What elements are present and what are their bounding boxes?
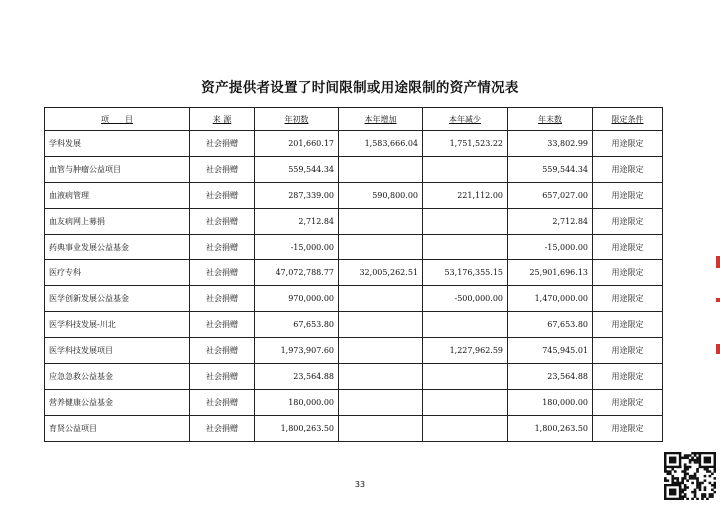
cell-increase	[339, 389, 423, 415]
cell-closing: 745,945.01	[508, 338, 593, 364]
cell-decrease	[423, 364, 508, 390]
cell-opening: 1,973,907.60	[255, 338, 339, 364]
cell-condition: 用途限定	[593, 364, 663, 390]
cell-closing: 180,000.00	[508, 389, 593, 415]
cell-source: 社会捐赠	[190, 131, 255, 157]
cell-condition: 用途限定	[593, 389, 663, 415]
cell-closing: -15,000.00	[508, 234, 593, 260]
cell-decrease	[423, 389, 508, 415]
table-row	[45, 389, 663, 415]
cell-closing: 2,712.84	[508, 208, 593, 234]
cell-item: 血友病网上募捐	[45, 208, 190, 234]
cell-decrease: 53,176,355.15	[423, 260, 508, 286]
cell-source: 社会捐赠	[190, 286, 255, 312]
cell-item: 学科发展	[45, 131, 190, 157]
cell-opening: 970,000.00	[255, 286, 339, 312]
cell-condition: 用途限定	[593, 131, 663, 157]
cell-source: 社会捐赠	[190, 389, 255, 415]
cell-opening: 559,544.34	[255, 156, 339, 182]
cell-closing: 657,027.00	[508, 182, 593, 208]
table-row	[45, 131, 663, 157]
header-increase: 本年增加	[339, 108, 423, 131]
header-decrease: 本年减少	[423, 108, 508, 131]
cell-closing: 1,470,000.00	[508, 286, 593, 312]
cell-source: 社会捐赠	[190, 260, 255, 286]
cell-source: 社会捐赠	[190, 156, 255, 182]
restricted-assets-table	[44, 107, 663, 442]
cell-source: 社会捐赠	[190, 234, 255, 260]
table-body	[45, 131, 663, 442]
cell-decrease	[423, 234, 508, 260]
cell-decrease: 1,751,523.22	[423, 131, 508, 157]
cell-increase	[339, 338, 423, 364]
cell-increase	[339, 156, 423, 182]
cell-condition: 用途限定	[593, 208, 663, 234]
table-row	[45, 156, 663, 182]
table-row	[45, 234, 663, 260]
cell-decrease: 221,112.00	[423, 182, 508, 208]
cell-decrease	[423, 312, 508, 338]
qr-code-icon	[664, 452, 716, 500]
cell-item: 血液病管理	[45, 182, 190, 208]
header-condition: 限定条件	[593, 108, 663, 131]
cell-increase	[339, 234, 423, 260]
cell-item: 血管与肿瘤公益项目	[45, 156, 190, 182]
table-row	[45, 260, 663, 286]
cell-source: 社会捐赠	[190, 182, 255, 208]
cell-increase	[339, 415, 423, 441]
cell-closing: 1,800,263.50	[508, 415, 593, 441]
cell-increase: 32,005,262.51	[339, 260, 423, 286]
cell-item: 医学创新发展公益基金	[45, 286, 190, 312]
cell-decrease	[423, 415, 508, 441]
table-header-row	[45, 108, 663, 131]
cell-opening: 47,072,788.77	[255, 260, 339, 286]
header-closing: 年末数	[508, 108, 593, 131]
cell-opening: 180,000.00	[255, 389, 339, 415]
cell-source: 社会捐赠	[190, 312, 255, 338]
cell-item: 医疗专科	[45, 260, 190, 286]
cell-decrease	[423, 208, 508, 234]
table-row	[45, 338, 663, 364]
cell-source: 社会捐赠	[190, 364, 255, 390]
cell-increase: 590,800.00	[339, 182, 423, 208]
cell-increase	[339, 364, 423, 390]
cell-condition: 用途限定	[593, 234, 663, 260]
header-source: 来 源	[190, 108, 255, 131]
table-row	[45, 208, 663, 234]
cell-item: 药典事业发展公益基金	[45, 234, 190, 260]
cell-item: 医学科技发展-川北	[45, 312, 190, 338]
cell-opening: 201,660.17	[255, 131, 339, 157]
cell-opening: 1,800,263.50	[255, 415, 339, 441]
page-number: 33	[354, 480, 366, 489]
cell-condition: 用途限定	[593, 156, 663, 182]
table-row	[45, 415, 663, 441]
cell-closing: 23,564.88	[508, 364, 593, 390]
cell-closing: 67,653.80	[508, 312, 593, 338]
cell-condition: 用途限定	[593, 286, 663, 312]
cell-increase	[339, 208, 423, 234]
header-item: 项 目	[45, 108, 190, 131]
header-opening: 年初数	[255, 108, 339, 131]
cell-decrease: -500,000.00	[423, 286, 508, 312]
cell-increase: 1,583,666.04	[339, 131, 423, 157]
cell-closing: 25,901,696.13	[508, 260, 593, 286]
cell-decrease: 1,227,962.59	[423, 338, 508, 364]
edge-mark	[716, 256, 720, 268]
cell-opening: 23,564.88	[255, 364, 339, 390]
cell-increase	[339, 312, 423, 338]
cell-opening: 2,712.84	[255, 208, 339, 234]
cell-item: 育贤公益项目	[45, 415, 190, 441]
table-row	[45, 312, 663, 338]
cell-closing: 559,544.34	[508, 156, 593, 182]
edge-mark	[716, 298, 720, 302]
cell-increase	[339, 286, 423, 312]
table-row	[45, 182, 663, 208]
cell-condition: 用途限定	[593, 312, 663, 338]
cell-item: 应急急救公益基金	[45, 364, 190, 390]
cell-decrease	[423, 156, 508, 182]
cell-condition: 用途限定	[593, 415, 663, 441]
edge-mark	[716, 344, 720, 354]
cell-item: 医学科技发展项目	[45, 338, 190, 364]
cell-condition: 用途限定	[593, 182, 663, 208]
cell-source: 社会捐赠	[190, 208, 255, 234]
document-title: 资产提供者设置了时间限制或用途限制的资产情况表	[201, 80, 519, 96]
cell-opening: 287,339.00	[255, 182, 339, 208]
cell-condition: 用途限定	[593, 260, 663, 286]
cell-opening: 67,653.80	[255, 312, 339, 338]
table-row	[45, 286, 663, 312]
cell-condition: 用途限定	[593, 338, 663, 364]
cell-opening: -15,000.00	[255, 234, 339, 260]
cell-source: 社会捐赠	[190, 415, 255, 441]
table-row	[45, 364, 663, 390]
cell-source: 社会捐赠	[190, 338, 255, 364]
cell-closing: 33,802.99	[508, 131, 593, 157]
cell-item: 营养健康公益基金	[45, 389, 190, 415]
